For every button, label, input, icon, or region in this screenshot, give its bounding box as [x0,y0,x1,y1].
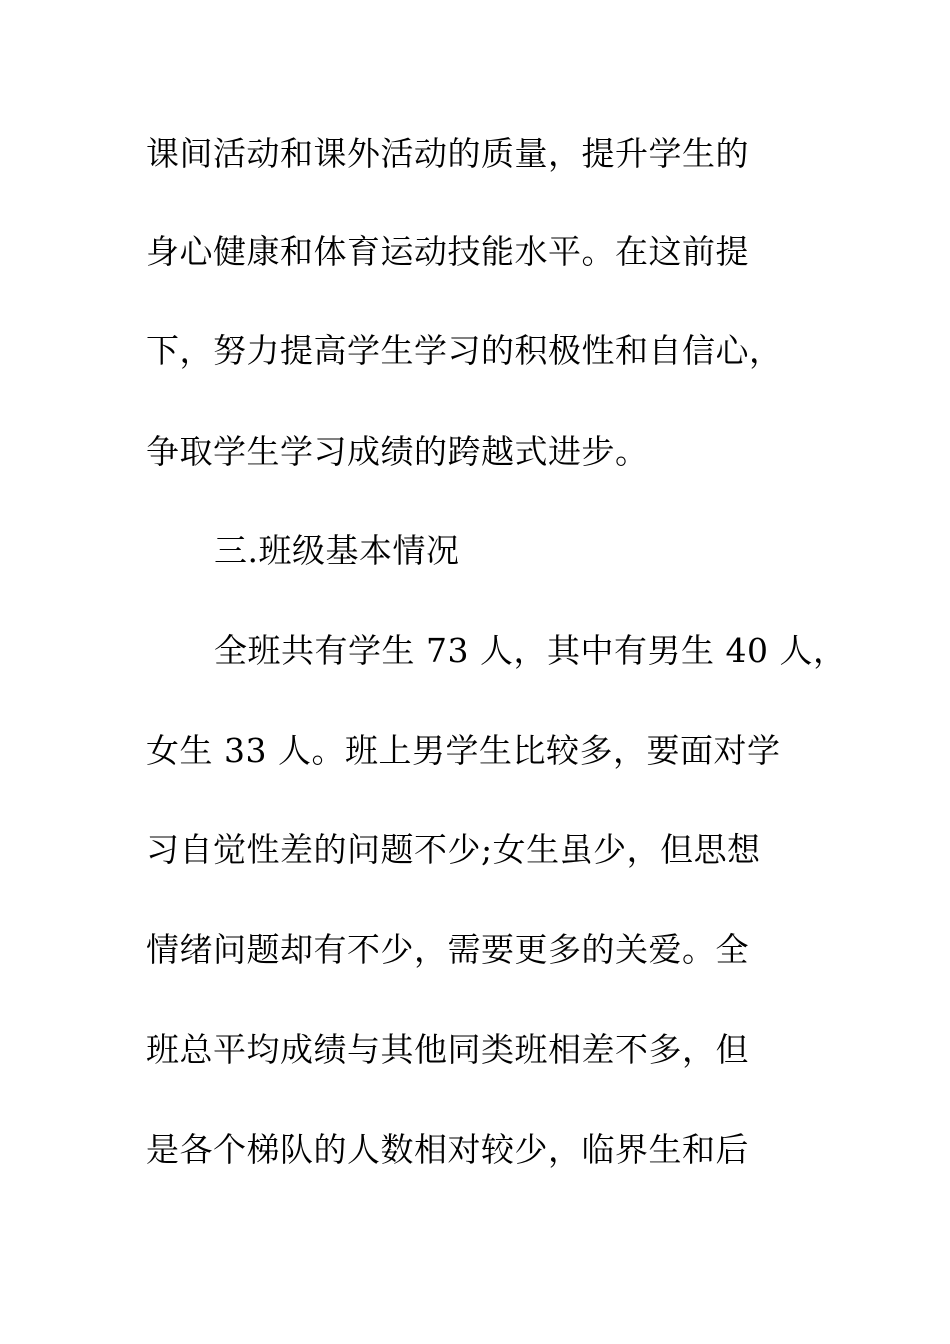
body-text-line: 下，努力提高学生学习的积极性和自信心， [146,331,783,370]
section-heading: 三.班级基本情况 [214,531,460,570]
body-text-line: 课间活动和课外活动的质量，提升学生的 [146,134,749,173]
body-text-line: 争取学生学习成绩的跨越式进步。 [146,432,649,471]
paragraph-first-line: 全班共有学生 73 人，其中有男生 40 人， [214,631,847,670]
body-text-line: 是各个梯队的人数相对较少，临界生和后 [146,1130,749,1169]
body-text-line: 情绪问题却有不少，需要更多的关爱。全 [146,930,749,969]
body-text-line: 习自觉性差的问题不少;女生虽少，但思想 [146,830,761,869]
body-text-line: 女生 33 人。班上男学生比较多，要面对学 [146,731,781,770]
body-text-line: 身心健康和体育运动技能水平。在这前提 [146,232,749,271]
body-text-line: 班总平均成绩与其他同类班相差不多，但 [146,1030,749,1069]
